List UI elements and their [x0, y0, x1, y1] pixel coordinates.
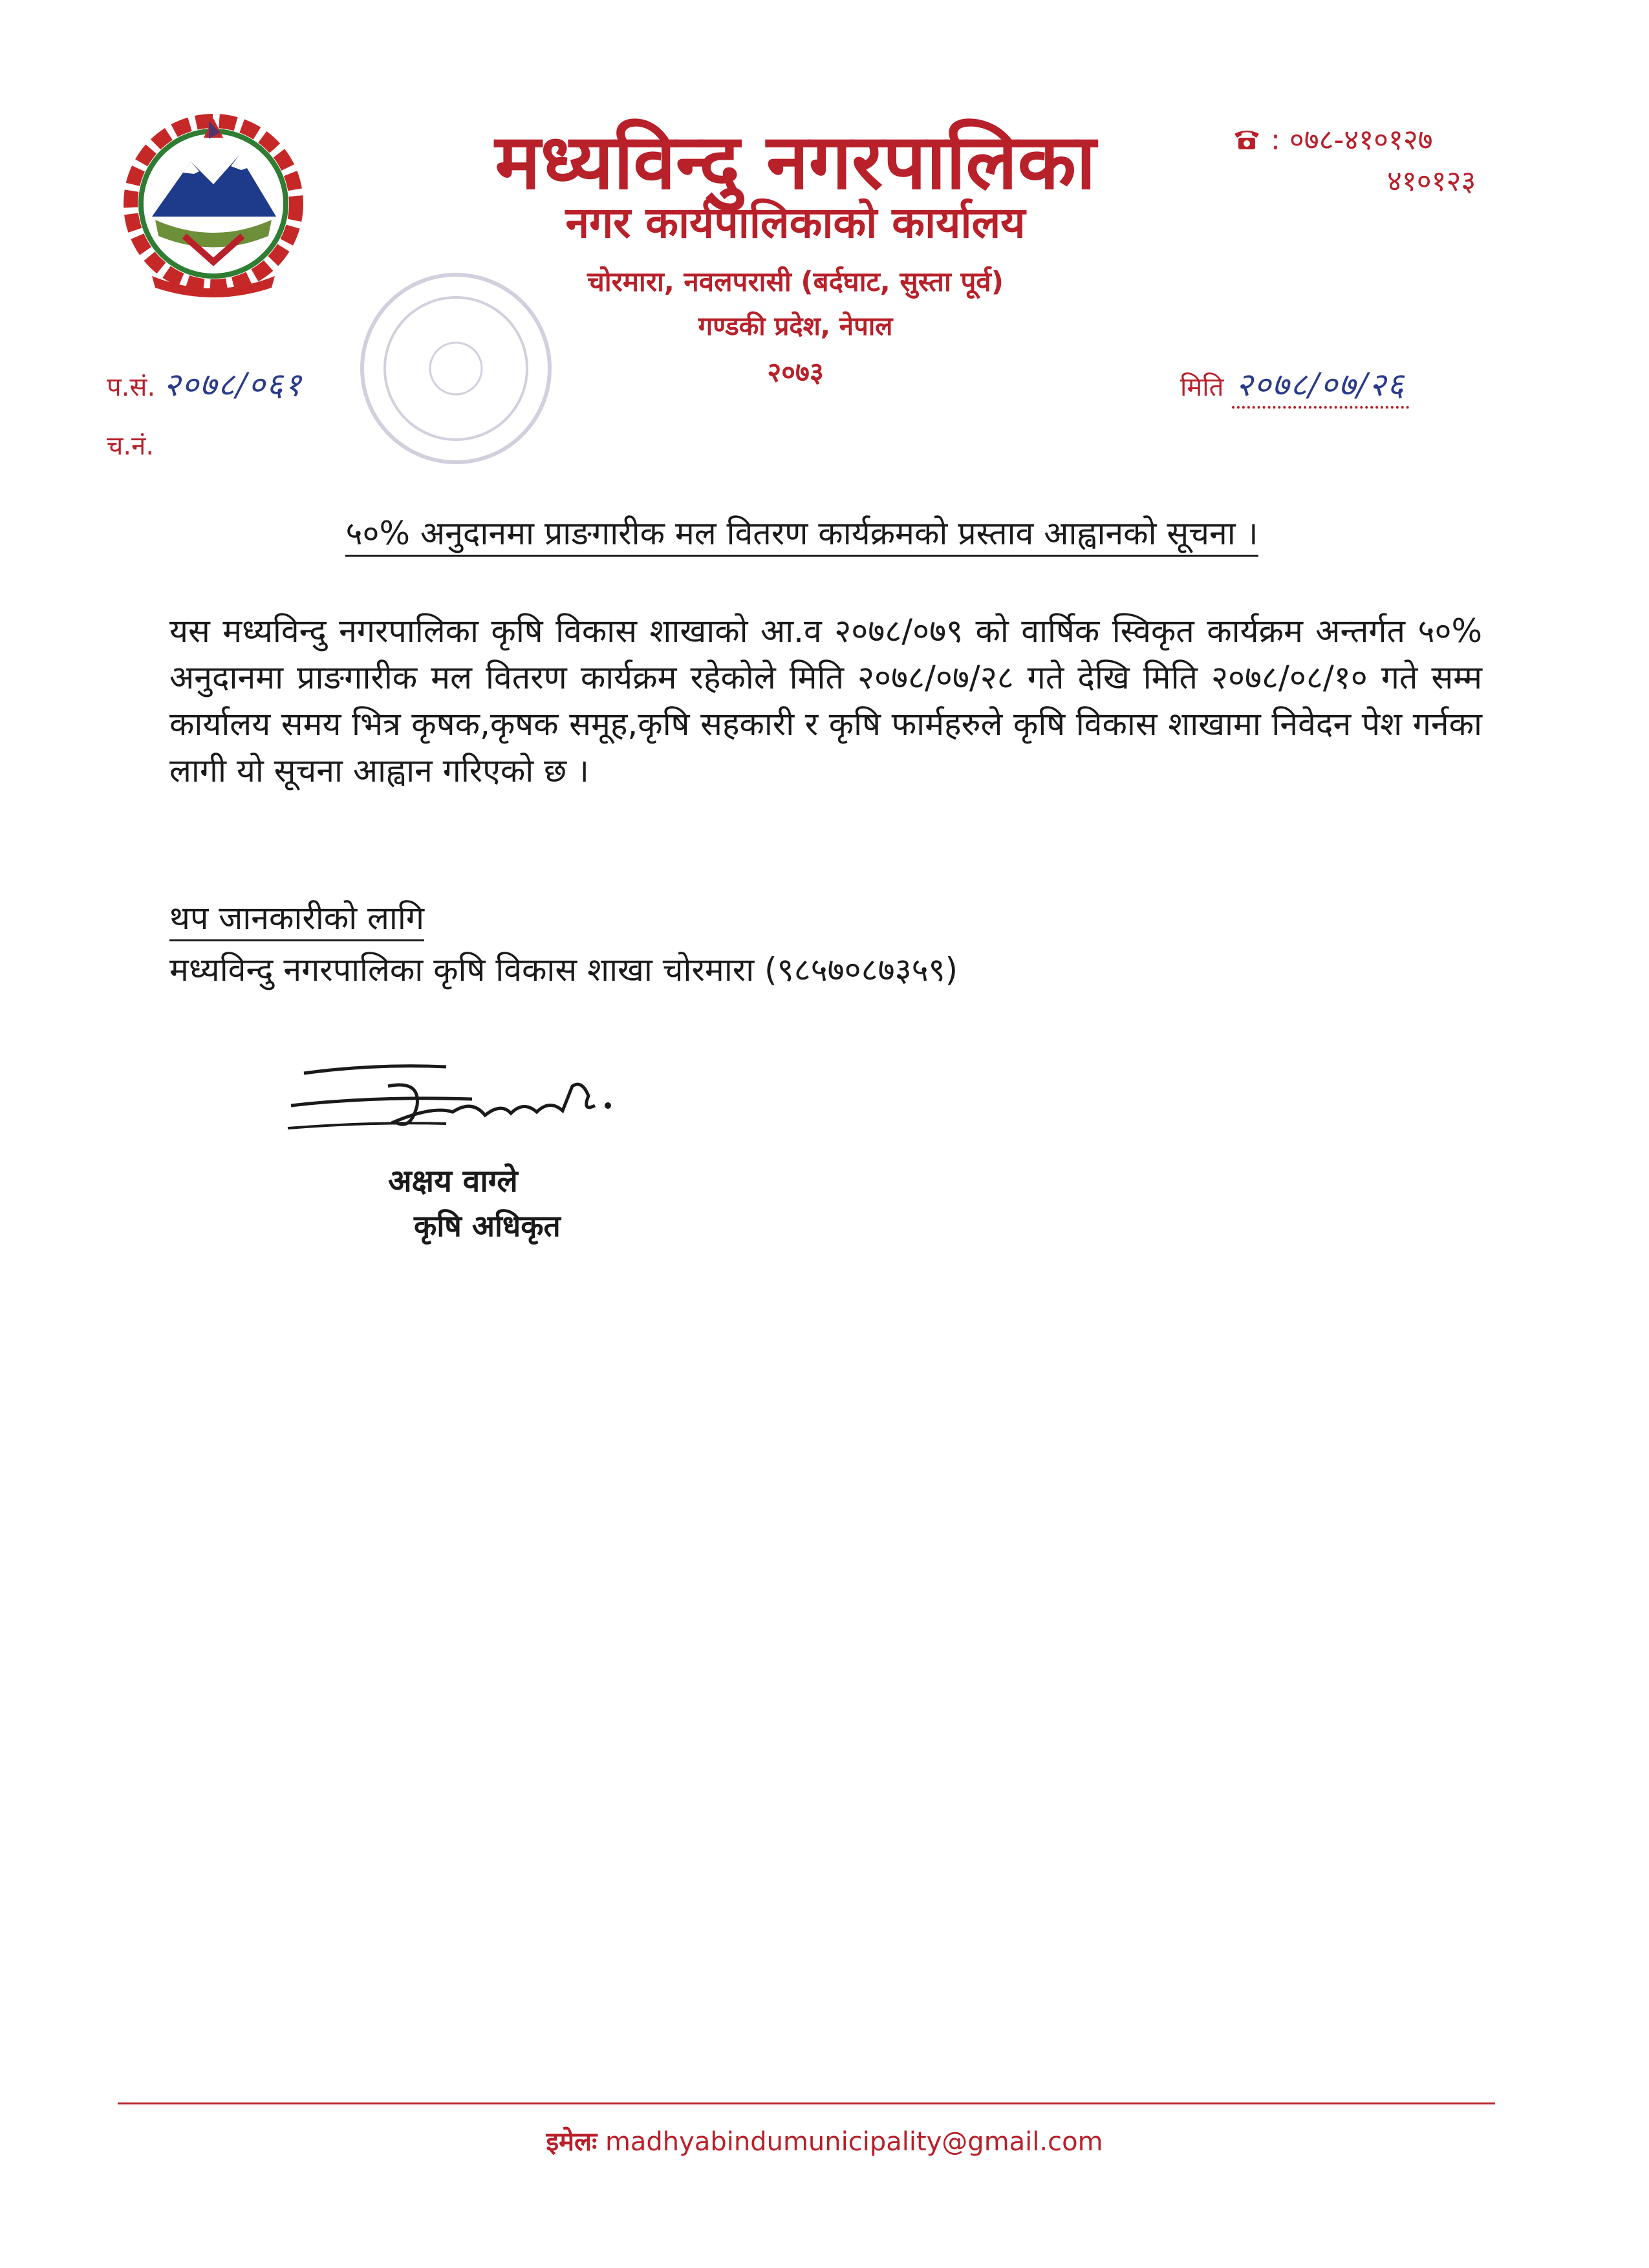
- reference-number: [107, 365, 303, 407]
- date-value: २०७८/०७/२६: [1232, 366, 1409, 409]
- emblem-mountain-icon: [152, 155, 276, 217]
- phone-block: [1232, 120, 1542, 202]
- office-title: मध्यविन्दु नगरपालिका: [495, 117, 1096, 206]
- office-subtitle: नगर कार्यपालिकाको कार्यालय: [565, 198, 1026, 248]
- nepal-emblem-logo: [107, 107, 320, 301]
- ps-value: २०७८/०६१: [163, 366, 303, 403]
- email-label: इमेलः: [546, 2127, 598, 2157]
- phone-prefix: :: [1271, 123, 1280, 156]
- more-info-heading-text: थप जानकारीको लागि: [169, 899, 424, 941]
- office-established-year: २०७३: [767, 356, 824, 388]
- office-address: चोरमारा, नवलपरासी (बर्दघाट, सुस्ता पूर्व): [587, 266, 1004, 297]
- ps-label: प.सं.: [107, 372, 156, 402]
- phone-number-2: ४१०१२३: [1387, 165, 1476, 198]
- more-info-heading: [169, 895, 424, 941]
- signatory-name: अक्षय वाग्ले: [388, 1163, 518, 1199]
- notice-subject: [194, 511, 1410, 556]
- office-province: गण्डकी प्रदेश, नेपाल: [698, 312, 893, 341]
- emblem-hills-icon: [155, 220, 272, 248]
- date-line: [1180, 365, 1409, 407]
- date-label: मिति: [1180, 372, 1224, 402]
- phone-icon: [1232, 127, 1262, 152]
- ch-label: च.नं.: [107, 431, 155, 461]
- footer-divider: [118, 2102, 1495, 2104]
- signature-mark: [278, 1060, 647, 1157]
- notice-subject-text: ५०% अनुदानमा प्राङगारीक मल वितरण कार्यक्रमको प्रस्ताव आह्वानको सूचना ।: [345, 515, 1258, 557]
- footer-email-line: [0, 2124, 1649, 2160]
- email-address: madhyabindumunicipality@gmail.com: [605, 2127, 1103, 2157]
- more-info-contact: मध्यविन्दु नगरपालिका कृषि विकास शाखा चोरमारा (९८५७०८७३५९): [169, 951, 958, 989]
- signatory-title: कृषि अधिकृत: [414, 1208, 561, 1243]
- phone-line-1: [1232, 120, 1542, 161]
- phone-number-1: ०७८-४१०१२७: [1289, 123, 1433, 156]
- notice-body: यस मध्यविन्दु नगरपालिका कृषि विकास शाखाको आ.व २०७८/०७९ को वार्षिक स्विकृत कार्यक्रम अन्तर्गत ५०% अनुदानमा प्राङगारीक मल वितरण कार्यक्रम रहेकोले मिति २०७८/०७/२८ गते देखि मिति २०७८/०८/१० गते सम्म कार्यालय समय भित्र कृषक,कृषक समूह,कृषि सहकारी र कृषि फार्महरुले कृषि विकास शाखामा निवेदन पेश गर्नका लागी यो सूचना आह्वान गरिएको छ ।: [169, 612, 1482, 789]
